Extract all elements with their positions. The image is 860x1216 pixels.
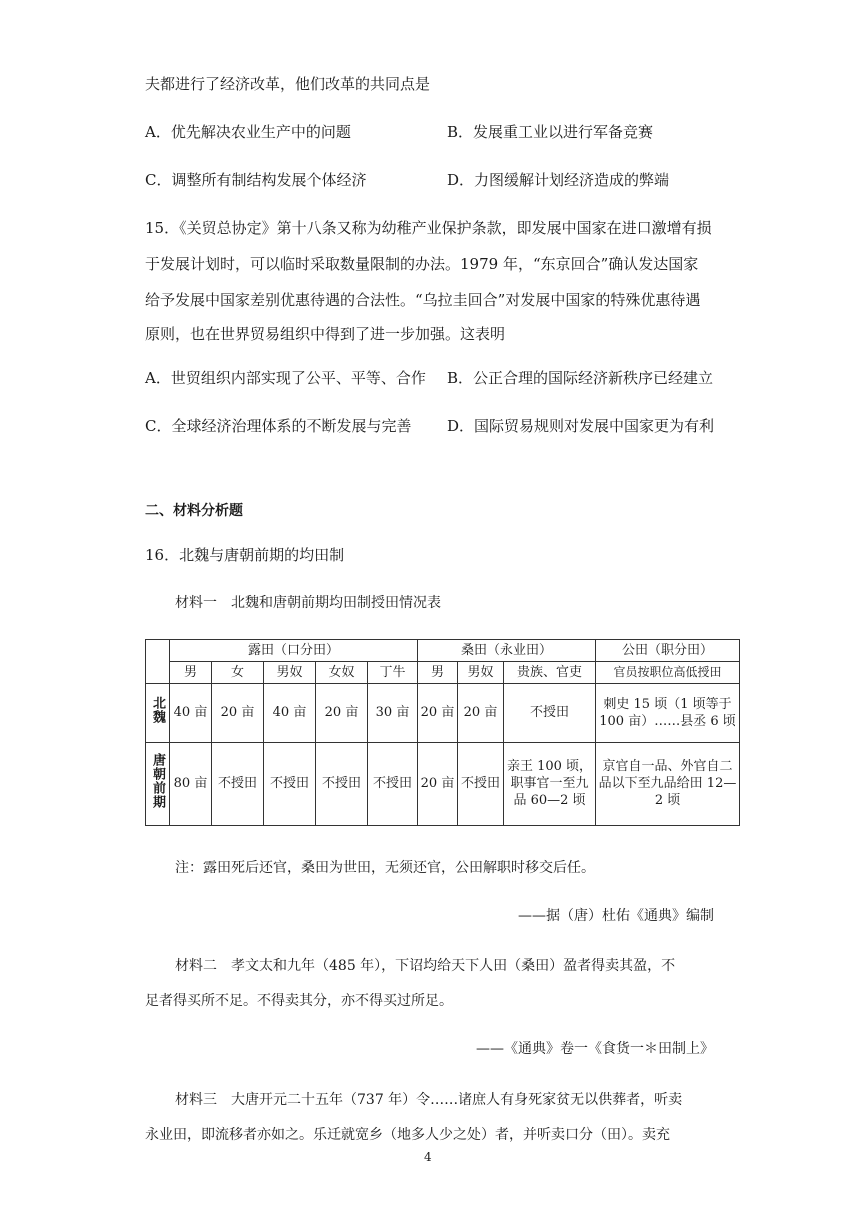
header-lutian: 露田（口分田） bbox=[170, 640, 418, 662]
q15-option-d: D．国际贸易规则对发展中国家更为有利 bbox=[447, 417, 715, 435]
table-cell: 80 亩 bbox=[170, 742, 212, 825]
source-2: ——《通典》卷一《食货一＊田制上》 bbox=[476, 1041, 714, 1057]
table-cell: 40 亩 bbox=[264, 684, 316, 742]
q14-option-c: C．调整所有制结构发展个体经济 bbox=[145, 171, 367, 189]
material-3-line-1: 材料三 大唐开元二十五年（737 年）令……诸庶人有身死家贫无以供葬者，听卖 bbox=[175, 1092, 683, 1108]
q14-stem-line: 夫都进行了经济改革，他们改革的共同点是 bbox=[145, 75, 431, 93]
table-cell: 20 亩 bbox=[458, 684, 504, 742]
table-corner-cell bbox=[146, 640, 170, 684]
subheader-cell: 男奴 bbox=[264, 662, 316, 684]
subheader-cell: 女 bbox=[212, 662, 264, 684]
q15-stem-line-3: 给予发展中国家差别优惠待遇的合法性。“乌拉圭回合”对发展中国家的特殊优惠待遇 bbox=[145, 291, 701, 309]
table-cell: 不授田 bbox=[458, 742, 504, 825]
q16-title: 16．北魏与唐朝前期的均田制 bbox=[145, 546, 345, 564]
material-2-line-2: 足者得买所不足。不得卖其分，亦不得买过所足。 bbox=[145, 993, 453, 1009]
material-2-line-1: 材料二 孝文太和九年（485 年），下诏均给天下人田（桑田）盈者得卖其盈，不 bbox=[175, 958, 676, 974]
table-cell: 20 亩 bbox=[212, 684, 264, 742]
q15-option-a: A．世贸组织内部实现了公平、平等、合作 bbox=[145, 369, 426, 387]
table-cell: 不授田 bbox=[316, 742, 368, 825]
header-gongtian: 公田（职分田） bbox=[596, 640, 740, 662]
q15-stem-line-2: 于发展计划时，可以临时采取数量限制的办法。1979 年，“东京回合”确认发达国家 bbox=[145, 255, 699, 273]
table-cell: 不授田 bbox=[504, 684, 596, 742]
land-grant-table bbox=[145, 639, 740, 826]
material-1-title: 材料一 北魏和唐朝前期均田制授田情况表 bbox=[175, 595, 441, 611]
q15-stem-line-1: 15．《关贸总协定》第十八条又称为幼稚产业保护条款，即发展中国家在进口激增有损 bbox=[145, 219, 712, 237]
table-row bbox=[146, 742, 740, 825]
table-cell: 亲王 100 顷，职事官一至九品 60—2 顷 bbox=[504, 742, 596, 825]
subheader-cell: 贵族、官吏 bbox=[504, 662, 596, 684]
row-label-tang: 唐朝前期 bbox=[150, 753, 165, 810]
subheader-cell: 女奴 bbox=[316, 662, 368, 684]
section-title: 二、材料分析题 bbox=[145, 503, 243, 519]
header-sangtian: 桑田（永业田） bbox=[418, 640, 596, 662]
table-cell: 京官自一品、外官自二品以下至九品给田 12—2 顷 bbox=[596, 742, 740, 825]
q15-option-c: C．全球经济治理体系的不断发展与完善 bbox=[145, 417, 412, 435]
q15-stem-line-4: 原则，也在世界贸易组织中得到了进一步加强。这表明 bbox=[145, 325, 506, 343]
table-cell: 30 亩 bbox=[368, 684, 418, 742]
table-cell: 20 亩 bbox=[316, 684, 368, 742]
table-cell: 20 亩 bbox=[418, 684, 458, 742]
table-cell: 不授田 bbox=[264, 742, 316, 825]
q14-option-b: B．发展重工业以进行军备竞赛 bbox=[447, 123, 654, 141]
table-note: 注：露田死后还官，桑田为世田，无须还官，公田解职时移交后任。 bbox=[175, 860, 595, 876]
table-cell: 20 亩 bbox=[418, 742, 458, 825]
subheader-cell: 男 bbox=[418, 662, 458, 684]
table-cell: 不授田 bbox=[212, 742, 264, 825]
table-cell: 刺史 15 顷（1 顷等于 100 亩）……县丞 6 顷 bbox=[596, 684, 740, 742]
page-number: 4 bbox=[424, 1150, 432, 1164]
subheader-cell: 官员按职位高低授田 bbox=[596, 662, 740, 684]
row-label-beiwei: 北魏 bbox=[150, 696, 165, 725]
material-3-line-2: 永业田，即流移者亦如之。乐迁就宽乡（地多人少之处）者，并听卖口分（田）。卖充 bbox=[145, 1127, 670, 1143]
table-cell: 40 亩 bbox=[170, 684, 212, 742]
table-row bbox=[146, 684, 740, 742]
source-1: ——据（唐）杜佑《通典》编制 bbox=[518, 908, 714, 924]
subheader-cell: 男 bbox=[170, 662, 212, 684]
table-cell: 不授田 bbox=[368, 742, 418, 825]
q14-option-a: A．优先解决农业生产中的问题 bbox=[145, 123, 351, 141]
subheader-cell: 丁牛 bbox=[368, 662, 418, 684]
subheader-cell: 男奴 bbox=[458, 662, 504, 684]
q15-option-b: B．公正合理的国际经济新秩序已经建立 bbox=[447, 369, 714, 387]
q14-option-d: D．力图缓解计划经济造成的弊端 bbox=[447, 171, 670, 189]
